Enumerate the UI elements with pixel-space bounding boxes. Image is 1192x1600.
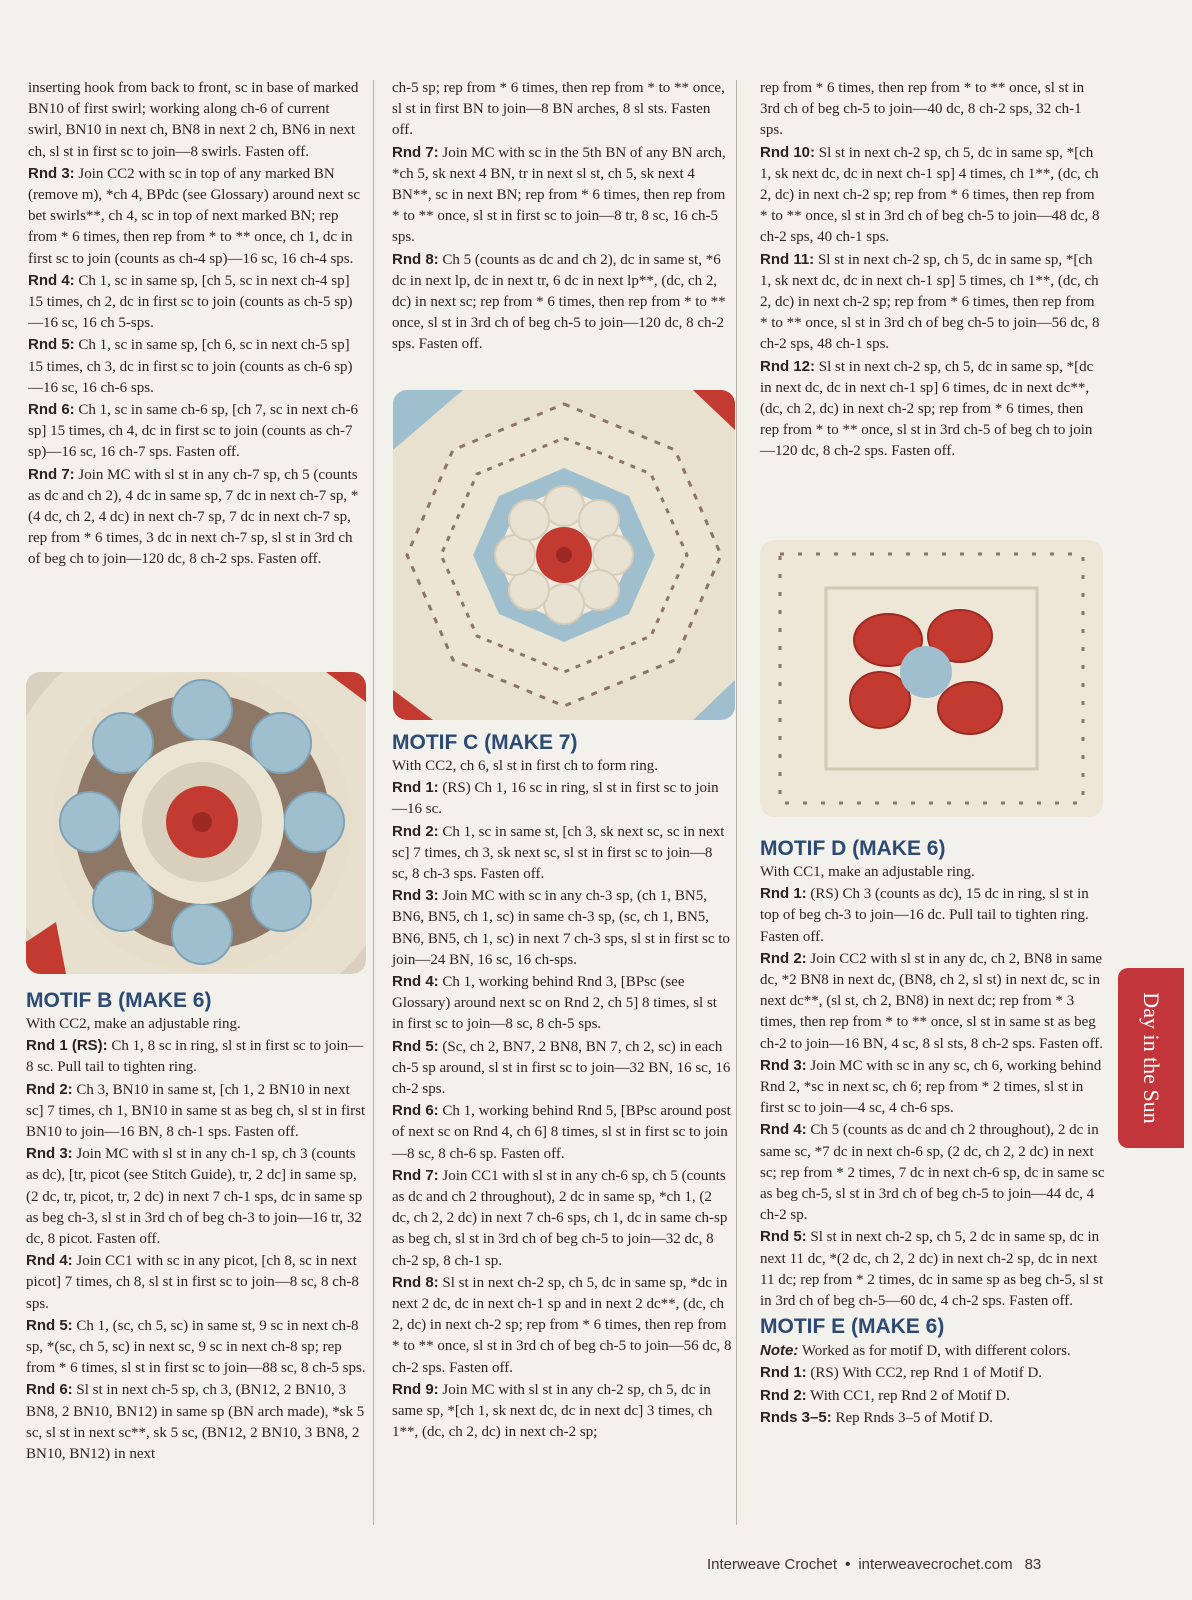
page-footer [707, 1556, 1041, 1573]
round-instruction: Rnd 7: Join MC with sc in the 5th BN of any BN arch, *ch 5, sk next 4 BN, tr in next sl st, ch 5, sk next 4 BN**, sc in next BN; rep from * 6 times, then rep from * to ** once, sl st in first sc to join—8 tr, 8 sc, 16 ch-5 sps. [392, 143, 726, 246]
round-instruction: Rnd 5: (Sc, ch 2, BN7, 2 BN8, BN 7, ch 2, sc) in each ch-5 sp around, sl st in first sc to join—32 BN, 16 sc, 16 ch-2 sps. [392, 1037, 731, 1098]
motif-c-heading: MOTIF C (MAKE 7) [392, 731, 578, 754]
round-instruction: Rnd 6: Ch 1, working behind Rnd 5, [BPsc around post of next sc on Rnd 4, ch 6] 8 times, sl st in first sc to join—8 sc, 8 ch-6 sp. Fasten off. [392, 1102, 731, 1162]
round-instruction: Rnd 3: Join CC2 with sc in top of any marked BN (remove m), *ch 4, BPdc (see Glossary) around next sc bet swirls**, ch 4, sc in top of next marked BN; rep from * 6 times, then rep from * to ** once, ch 1, dc in first sc to join (counts as ch-4 sp)—16 sc, 16 ch-4 sps. [28, 164, 360, 267]
round-instruction: Rnd 8: Ch 5 (counts as dc and ch 2), dc in same st, *6 dc in next lp, dc in next tr, 6 dc in next lp**, (dc, ch 2, dc) in next sc; rep from * 6 times, then rep from * to ** once, sl st in 3rd ch of beg ch-5 to join—120 dc, 8 ch-2 sps. Fasten off. [392, 250, 726, 353]
round-instruction: Rnd 5: Ch 1, (sc, ch 5, sc) in same st, 9 sc in next ch-8 sp, *(sc, ch 5, sc) in next sc, 9 sc in next ch-8 sp; rep from * 6 times, sl st in first sc to join—88 sc, 8 ch-5 sps. [26, 1316, 366, 1377]
round-instruction: Rnd 7: Join MC with sl st in any ch-7 sp, ch 5 (counts as dc and ch 2), 4 dc in same sp, 7 dc in next ch-7 sp, *(4 dc, ch 2, 4 dc) in next ch-7 sp, 7 dc in next ch-7 sp, rep from * 6 times, 3 dc in next ch-7 sp, sl st in 3rd ch of beg ch to join—120 dc, 8 ch-2 sps. Fasten off. [28, 465, 359, 568]
motif-b-photo [26, 672, 366, 974]
text-paragraph: inserting hook from back to front, sc in base of marked BN10 of first swirl; working along ch-6 of current swirl, BN10 in next ch, BN8 in next 2 ch, BN6 in next ch, sl st in first sc to join—8 swirls. Fasten off. [28, 80, 359, 160]
magazine-name: Interweave Crochet [707, 1556, 838, 1573]
column-2-lower [392, 726, 732, 1444]
footer-bullet: • [845, 1556, 851, 1573]
round-instruction: Rnd 4: Ch 1, working behind Rnd 3, [BPsc (see Glossary) around next sc on Rnd 2, ch 5] 8 times, sl st in first sc to join—8 sc, 8 ch-5 sps. [392, 973, 717, 1033]
motif-e-heading: MOTIF E (MAKE 6) [760, 1315, 945, 1339]
round-instruction: Rnd 10: Sl st in next ch-2 sp, ch 5, dc in same sp, *[ch 1, sk next dc, dc in next ch-1 sp] 4 times, ch 1**, (dc, ch 2, dc) in next ch-2 sp; rep from * 6 times, then rep from * to ** once, sl st in 3rd ch of beg ch-5 to join—48 dc, 8 ch-2 sps, 40 ch-1 sps. [760, 143, 1100, 246]
text-paragraph: With CC1, make an adjustable ring. [760, 864, 975, 880]
round-instruction: Rnds 3–5: Rep Rnds 3–5 of Motif D. [760, 1408, 993, 1426]
text-paragraph: rep from * 6 times, then rep from * to ** once, sl st in 3rd ch of beg ch-5 to join—40 dc, 8 ch-2 sps, 32 ch-1 sps. [760, 80, 1085, 139]
round-instruction: Rnd 4: Ch 1, sc in same sp, [ch 5, sc in next ch-4 sp] 15 times, ch 2, dc in first sc to join (counts as ch-5 sp)—16 sc, 16 ch 5-sps. [28, 271, 353, 332]
column-divider-1 [373, 80, 374, 1525]
round-instruction: Rnd 2: Join CC2 with sl st in any dc, ch 2, BN8 in same dc, *2 BN8 in next dc, (BN8, ch 2, sl st) in next dc, sc in next dc**, (sl st, ch 2, BN8) in next dc; rep from * 3 times, then rep from * to ** once, sl st in same st as beg ch-2 to join—16 BN, 4 sc, 8 sl sts, 8 ch-2 sps. Fasten off. [760, 949, 1104, 1052]
page-number: 83 [1024, 1556, 1042, 1573]
column-1-lower [26, 984, 366, 1465]
motif-d-photo [760, 540, 1103, 817]
round-instruction: Rnd 8: Sl st in next ch-2 sp, ch 5, dc in same sp, *dc in next 2 dc, dc in next ch-1 sp and in next 2 dc**, (dc, ch 2, dc) in next ch-2 sp; rep from * 6 times, then rep from * to ** once, sl st in 3rd ch of beg ch-5 to join—56 dc, 8 ch-2 sps. Fasten off. [392, 1273, 732, 1376]
text-paragraph: ch-5 sp; rep from * 6 times, then rep from * to ** once, sl st in first BN to join—8 BN arches, 8 sl sts. Fasten off. [392, 80, 725, 139]
text-paragraph: With CC2, ch 6, sl st in first ch to form ring. [392, 758, 659, 774]
round-instruction: Rnd 6: Ch 1, sc in same ch-6 sp, [ch 7, sc in next ch-6 sp] 15 times, ch 4, dc in first sc to join (counts as ch-7 sp)—16 sc, 16 ch-7 sps. Fasten off. [28, 401, 358, 461]
section-tab [1118, 968, 1184, 1148]
motif-b-heading: MOTIF B (MAKE 6) [26, 989, 212, 1012]
round-instruction: Rnd 3: Join MC with sc in any ch-3 sp, (ch 1, BN5, BN6, BN5, ch 1, sc) in same ch-3 sp, (sc, ch 1, BN5, BN6, BN5, ch 1, sc) in next 7 ch-3 sps, sl st in first sc to join—24 BN, 16 sc, 16 ch-sps. [392, 887, 730, 968]
motif-d-heading: MOTIF D (MAKE 6) [760, 837, 946, 860]
column-2 [392, 78, 732, 356]
section-tab-label: Day in the Sun [1139, 992, 1164, 1124]
round-instruction: Rnd 2: Ch 1, sc in same st, [ch 3, sk next sc, sc in next sc] 7 times, ch 3, sk next sc, sl st in first sc to join—8 sc, 8 ch-3 sps. Fasten off. [392, 822, 725, 883]
round-instruction: Rnd 2: Ch 3, BN10 in same st, [ch 1, 2 BN10 in next sc] 7 times, ch 1, BN10 in same st as beg ch, sl st in first BN10 to join—16 BN, 8 ch-1 sps. Fasten off. [26, 1080, 366, 1141]
column-3 [760, 78, 1105, 463]
column-3-lower [760, 832, 1105, 1429]
text-paragraph: With CC2, make an adjustable ring. [26, 1016, 241, 1032]
round-instruction: Rnd 1: (RS) Ch 1, 16 sc in ring, sl st in first sc to join—16 sc. [392, 779, 719, 818]
round-instruction: Rnd 12: Sl st in next ch-2 sp, ch 5, dc in same sp, *[dc in next dc, dc in next ch-1 sp] 6 times, dc in next dc**, (dc, ch 2, dc) in next ch-2 sp; rep from * 6 times, then rep from * to ** once, sl st in 3rd ch-5 of beg ch to join—120 dc, 8 ch-2 sps. Fasten off. [760, 357, 1094, 460]
column-divider-2 [736, 80, 737, 1525]
round-instruction: Rnd 6: Sl st in next ch-5 sp, ch 3, (BN12, 2 BN10, 3 BN8, 2 BN10, BN12) in same sp (BN arch made), *sk 5 sc, sl st in next sc**, sk 5 sc, (BN12, 2 BN10, 3 BN8, 2 BN10, BN12) in next [26, 1381, 365, 1463]
round-instruction: Rnd 1: (RS) With CC2, rep Rnd 1 of Motif D. [760, 1364, 1043, 1382]
round-instruction: Rnd 3: Join MC with sl st in any ch-1 sp, ch 3 (counts as dc), [tr, picot (see Stitch Guide), tr, 2 dc] in same sp, (2 dc, tr, picot, tr, 2 dc) in next 7 ch-1 sps, dc in same sp as beg ch-3, sl st in 3rd ch of beg ch-3 to join—16 tr, 32 dc, 8 picot. Fasten off. [26, 1145, 363, 1248]
round-instruction: Rnd 1 (RS): Ch 1, 8 sc in ring, sl st in first sc to join—8 sc. Pull tail to tighten ring. [26, 1037, 364, 1076]
round-instruction: Rnd 11: Sl st in next ch-2 sp, ch 5, dc in same sp, *[ch 1, sk next dc, dc in next ch-1 sp] 5 times, ch 1**, (dc, ch 2, dc) in next ch-2 sp; rep from * 6 times, then rep from * to ** once, sl st in 3rd ch of beg ch-5 to join—56 dc, 8 ch-2 sps, 48 ch-1 sps. [760, 250, 1100, 353]
round-instruction: Rnd 9: Join MC with sl st in any ch-2 sp, ch 5, dc in same sp, *[ch 1, sk next dc, dc in next dc] 3 times, ch 1**, (dc, ch 2, dc) in next ch-2 sp; [392, 1380, 713, 1441]
round-instruction: Rnd 5: Ch 1, sc in same sp, [ch 6, sc in next ch-5 sp] 15 times, ch 3, dc in first sc to join (counts as ch-6 sp)—16 sc, 16 ch-6 sps. [28, 336, 353, 396]
round-instruction: Rnd 4: Join CC1 with sc in any picot, [ch 8, sc in next picot] 7 times, ch 8, sl st in first sc to join—8 sc, 8 ch-8 sps. [26, 1252, 359, 1312]
round-instruction: Rnd 5: Sl st in next ch-2 sp, ch 5, 2 dc in same sp, dc in next 11 dc, *(2 dc, ch 2, 2 dc) in next ch-2 sp, dc in next 11 dc; rep from * 2 times, dc in same sp as beg ch-5, sl st in 3rd ch of beg ch-5—60 dc, 4 ch-2 sps. Fasten off. [760, 1228, 1104, 1310]
round-instruction: Rnd 4: Ch 5 (counts as dc and ch 2 throughout), 2 dc in same sc, *7 dc in next ch-6 sp, (2 dc, ch 2, 2 dc) in next sc; rep from * 2 times, 7 dc in next ch-6 sp, dc in same sc as beg ch-5, sl st in 3rd ch of beg ch-5 to join—44 dc, 4 ch-2 sp. [760, 1121, 1105, 1224]
round-instruction: Rnd 2: With CC1, rep Rnd 2 of Motif D. [760, 1386, 1010, 1404]
round-instruction: Rnd 3: Join MC with sc in any sc, ch 6, working behind Rnd 2, *sc in next sc, ch 6; rep from * 2 times, sl st in first sc to join—4 sc, 4 ch-6 sps. [760, 1056, 1102, 1117]
motif-c-photo [393, 390, 735, 720]
website-url: interweavecrochet.com [858, 1556, 1013, 1573]
note-paragraph: Note: Worked as for motif D, with different colors. [760, 1342, 1071, 1360]
round-instruction: Rnd 7: Join CC1 with sl st in any ch-6 sp, ch 5 (counts as dc and ch 2 throughout), 2 dc in same sp, *ch 1, (2 dc, ch 2, 2 dc) in next 7 ch-6 sps, ch 1, dc in same ch-sp as beg ch, sl st in 3rd ch of beg ch-5 to join—32 dc, 8 ch-2 sp, 8 ch-1 sp. [392, 1166, 728, 1269]
round-instruction: Rnd 1: (RS) Ch 3 (counts as dc), 15 dc in ring, sl st in top of beg ch-3 to join—16 dc. Pull tail to tighten ring. Fasten off. [760, 885, 1089, 945]
column-1 [28, 78, 366, 571]
